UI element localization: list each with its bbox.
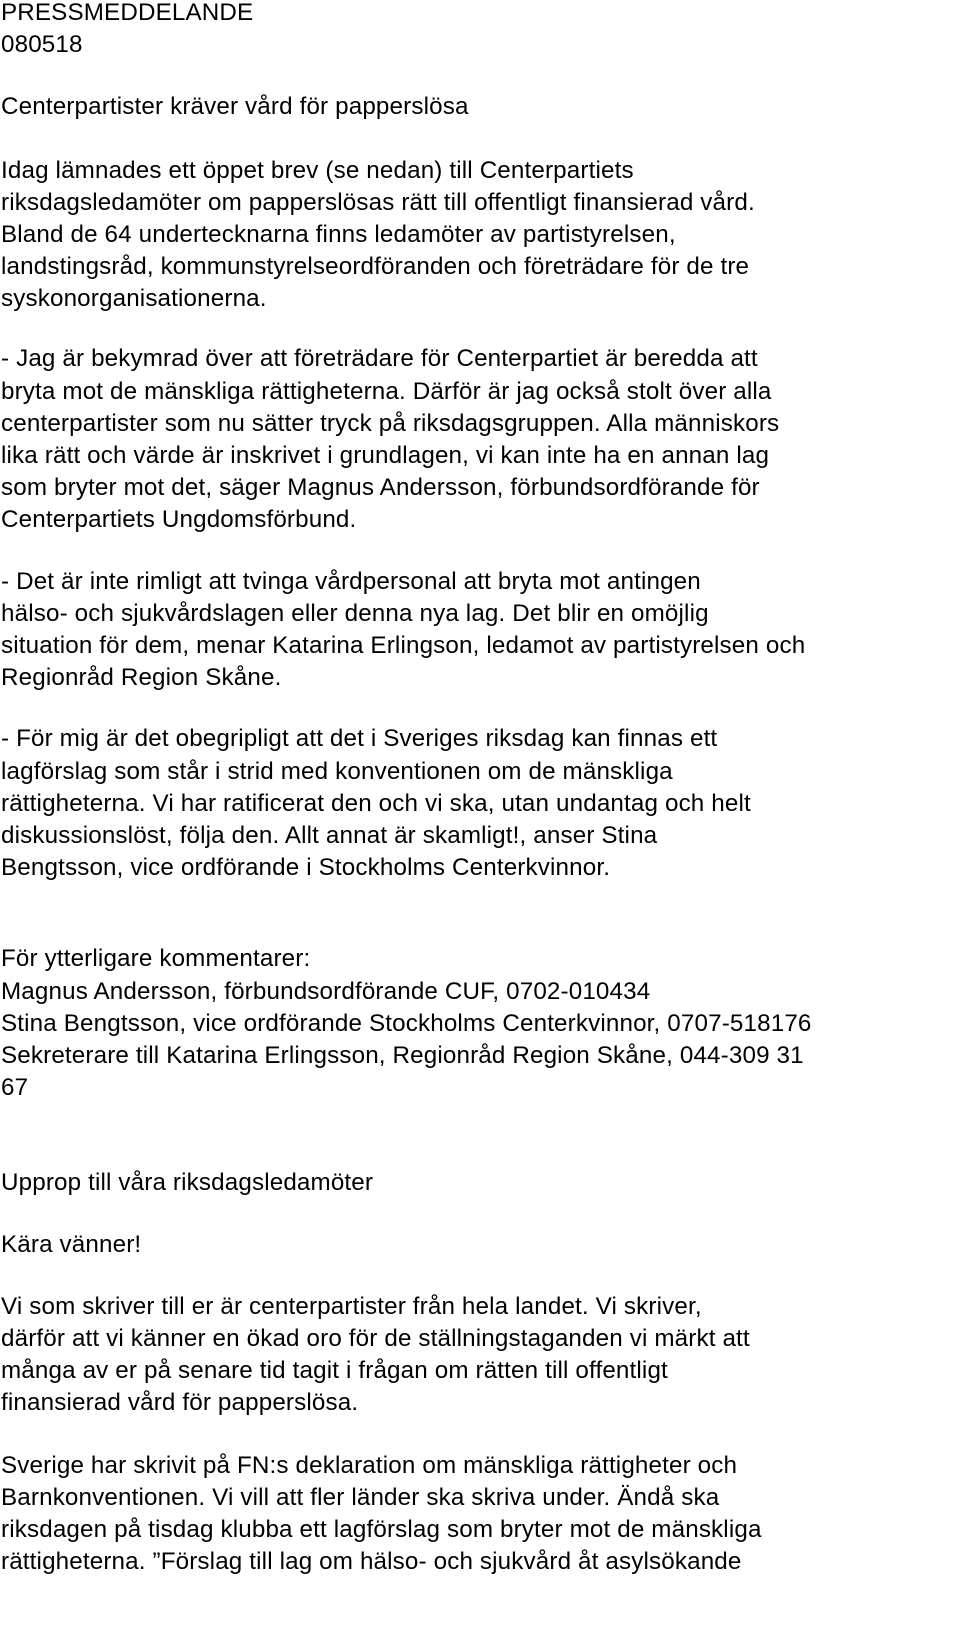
paragraph-line: lagförslag som står i strid med konventionen om de mänskliga [1,758,673,785]
paragraph-line: - Jag är bekymrad över att företrädare för Centerpartiet är beredda att [1,345,758,372]
paragraph-line: Bland de 64 undertecknarna finns ledamöter av partistyrelsen, [1,221,676,248]
paragraph-line: bryta mot de mänskliga rättigheterna. Därför är jag också stolt över alla [1,378,772,405]
paragraph-line: landstingsråd, kommunstyrelseordföranden och företrädare för de tre [1,253,750,280]
paragraph-line: Barnkonventionen. Vi vill att fler länder ska skriva under. Ändå ska [1,1484,720,1511]
paragraph-line: många av er på senare tid tagit i frågan om rätten till offentligt [1,1357,668,1384]
paragraph-line: Regionråd Region Skåne. [1,664,282,691]
paragraph-line: Sverige har skrivit på FN:s deklaration om mänskliga rättigheter och [1,1452,738,1479]
contact-line: 67 [1,1074,29,1101]
paragraph-line: centerpartister som nu sätter tryck på riksdagsgruppen. Alla människors [1,410,780,437]
contact-line: Magnus Andersson, förbundsordförande CUF, 0702-010434 [1,978,651,1005]
paragraph-line: Bengtsson, vice ordförande i Stockholms Centerkvinnor. [1,854,611,881]
document-label: PRESSMEDDELANDE [1,0,254,26]
contact-line: Stina Bengtsson, vice ordförande Stockholms Centerkvinnor, 0707-518176 [1,1010,812,1037]
paragraph-line: som bryter mot det, säger Magnus Andersson, förbundsordförande för [1,474,760,501]
paragraph-line: - För mig är det obegripligt att det i Sveriges riksdag kan finnas ett [1,725,718,752]
paragraph-line: Idag lämnades ett öppet brev (se nedan) till Centerpartiets [1,157,634,184]
page-title: Centerpartister kräver vård för papperslösa [1,93,469,120]
paragraph-line: - Det är inte rimligt att tvinga vårdpersonal att bryta mot antingen [1,568,701,595]
paragraph-line: Vi som skriver till er är centerpartister från hela landet. Vi skriver, [1,1293,702,1320]
contacts-heading: För ytterligare kommentarer: [1,945,311,972]
paragraph-line: riksdagen på tisdag klubba ett lagförslag som bryter mot de mänskliga [1,1516,762,1543]
letter-greeting: Kära vänner! [1,1231,142,1258]
paragraph-line: Centerpartiets Ungdomsförbund. [1,506,357,533]
contact-line: Sekreterare till Katarina Erlingsson, Regionråd Region Skåne, 044-309 31 [1,1042,804,1069]
paragraph-line: därför att vi känner en ökad oro för de ställningstaganden vi märkt att [1,1325,750,1352]
paragraph-line: syskonorganisationerna. [1,285,267,312]
paragraph-line: rättigheterna. Vi har ratificerat den och vi ska, utan undantag och helt [1,790,751,817]
paragraph-line: diskussionslöst, följa den. Allt annat är skamligt!, anser Stina [1,822,658,849]
document-date: 080518 [1,31,83,58]
letter-title: Upprop till våra riksdagsledamöter [1,1169,374,1196]
paragraph-line: hälso- och sjukvårdslagen eller denna nya lag. Det blir en omöjlig [1,600,709,627]
paragraph-line: finansierad vård för papperslösa. [1,1389,359,1416]
paragraph-line: riksdagsledamöter om papperslösas rätt till offentligt finansierad vård. [1,189,755,216]
paragraph-line: situation för dem, menar Katarina Erlingson, ledamot av partistyrelsen och [1,632,806,659]
paragraph-line: rättigheterna. ”Förslag till lag om hälso- och sjukvård åt asylsökande [1,1548,742,1575]
paragraph-line: lika rätt och värde är inskrivet i grundlagen, vi kan inte ha en annan lag [1,442,770,469]
